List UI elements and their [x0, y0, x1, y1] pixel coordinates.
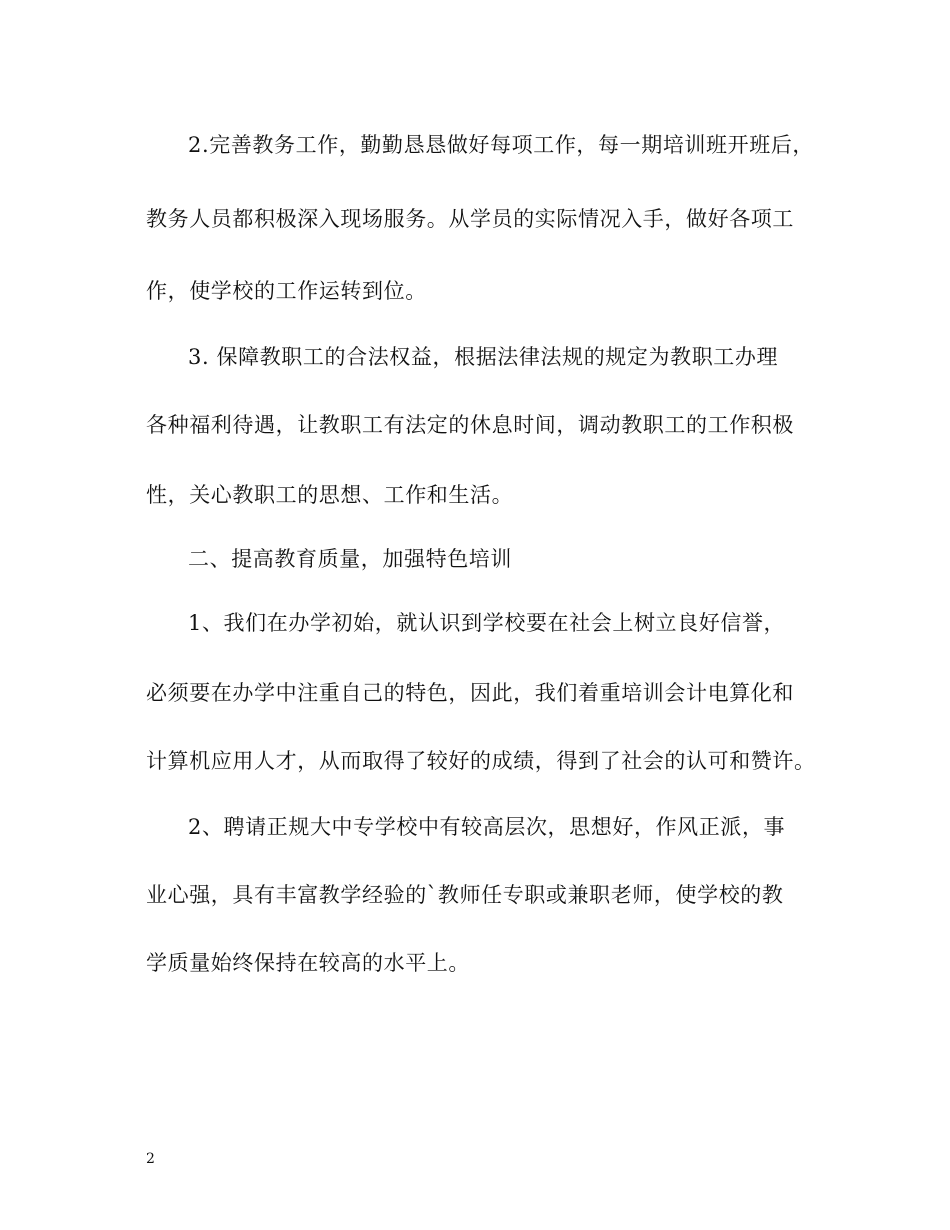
text-line: 必须要在办学中注重自己的特色，因此，我们着重培训会计电算化和 [146, 681, 794, 705]
page-number: 2 [146, 1151, 155, 1167]
text-line: 各种福利待遇，让教职工有法定的休息时间，调动教职工的工作积极 [146, 413, 794, 437]
text-line: 1、我们在办学初始，就认识到学校要在社会上树立良好信誉， [188, 611, 786, 635]
text-line: 学质量始终保持在较高的水平上。 [146, 951, 470, 975]
text-line: 性，关心教职工的思想、工作和生活。 [146, 483, 514, 507]
text-line: 3. 保障教职工的合法权益，根据法律法规的规定为教职工办理 [188, 345, 779, 369]
text-line: 2、聘请正规大中专学校中有较高层次，思想好，作风正派，事 [188, 815, 786, 839]
text-line: 业心强，具有丰富教学经验的`教师任专职或兼职老师，使学校的教 [146, 883, 784, 907]
text-line: 教务人员都积极深入现场服务。从学员的实际情况入手，做好各项工 [146, 207, 794, 231]
section-heading: 二、提高教育质量，加强特色培训 [188, 547, 512, 571]
text-line: 计算机应用人才，从而取得了较好的成绩，得到了社会的认可和赞许。 [146, 749, 816, 773]
text-line: 2.完善教务工作，勤勤恳恳做好每项工作，每一期培训班开班后， [188, 133, 815, 157]
text-line: 作，使学校的工作运转到位。 [146, 279, 427, 303]
